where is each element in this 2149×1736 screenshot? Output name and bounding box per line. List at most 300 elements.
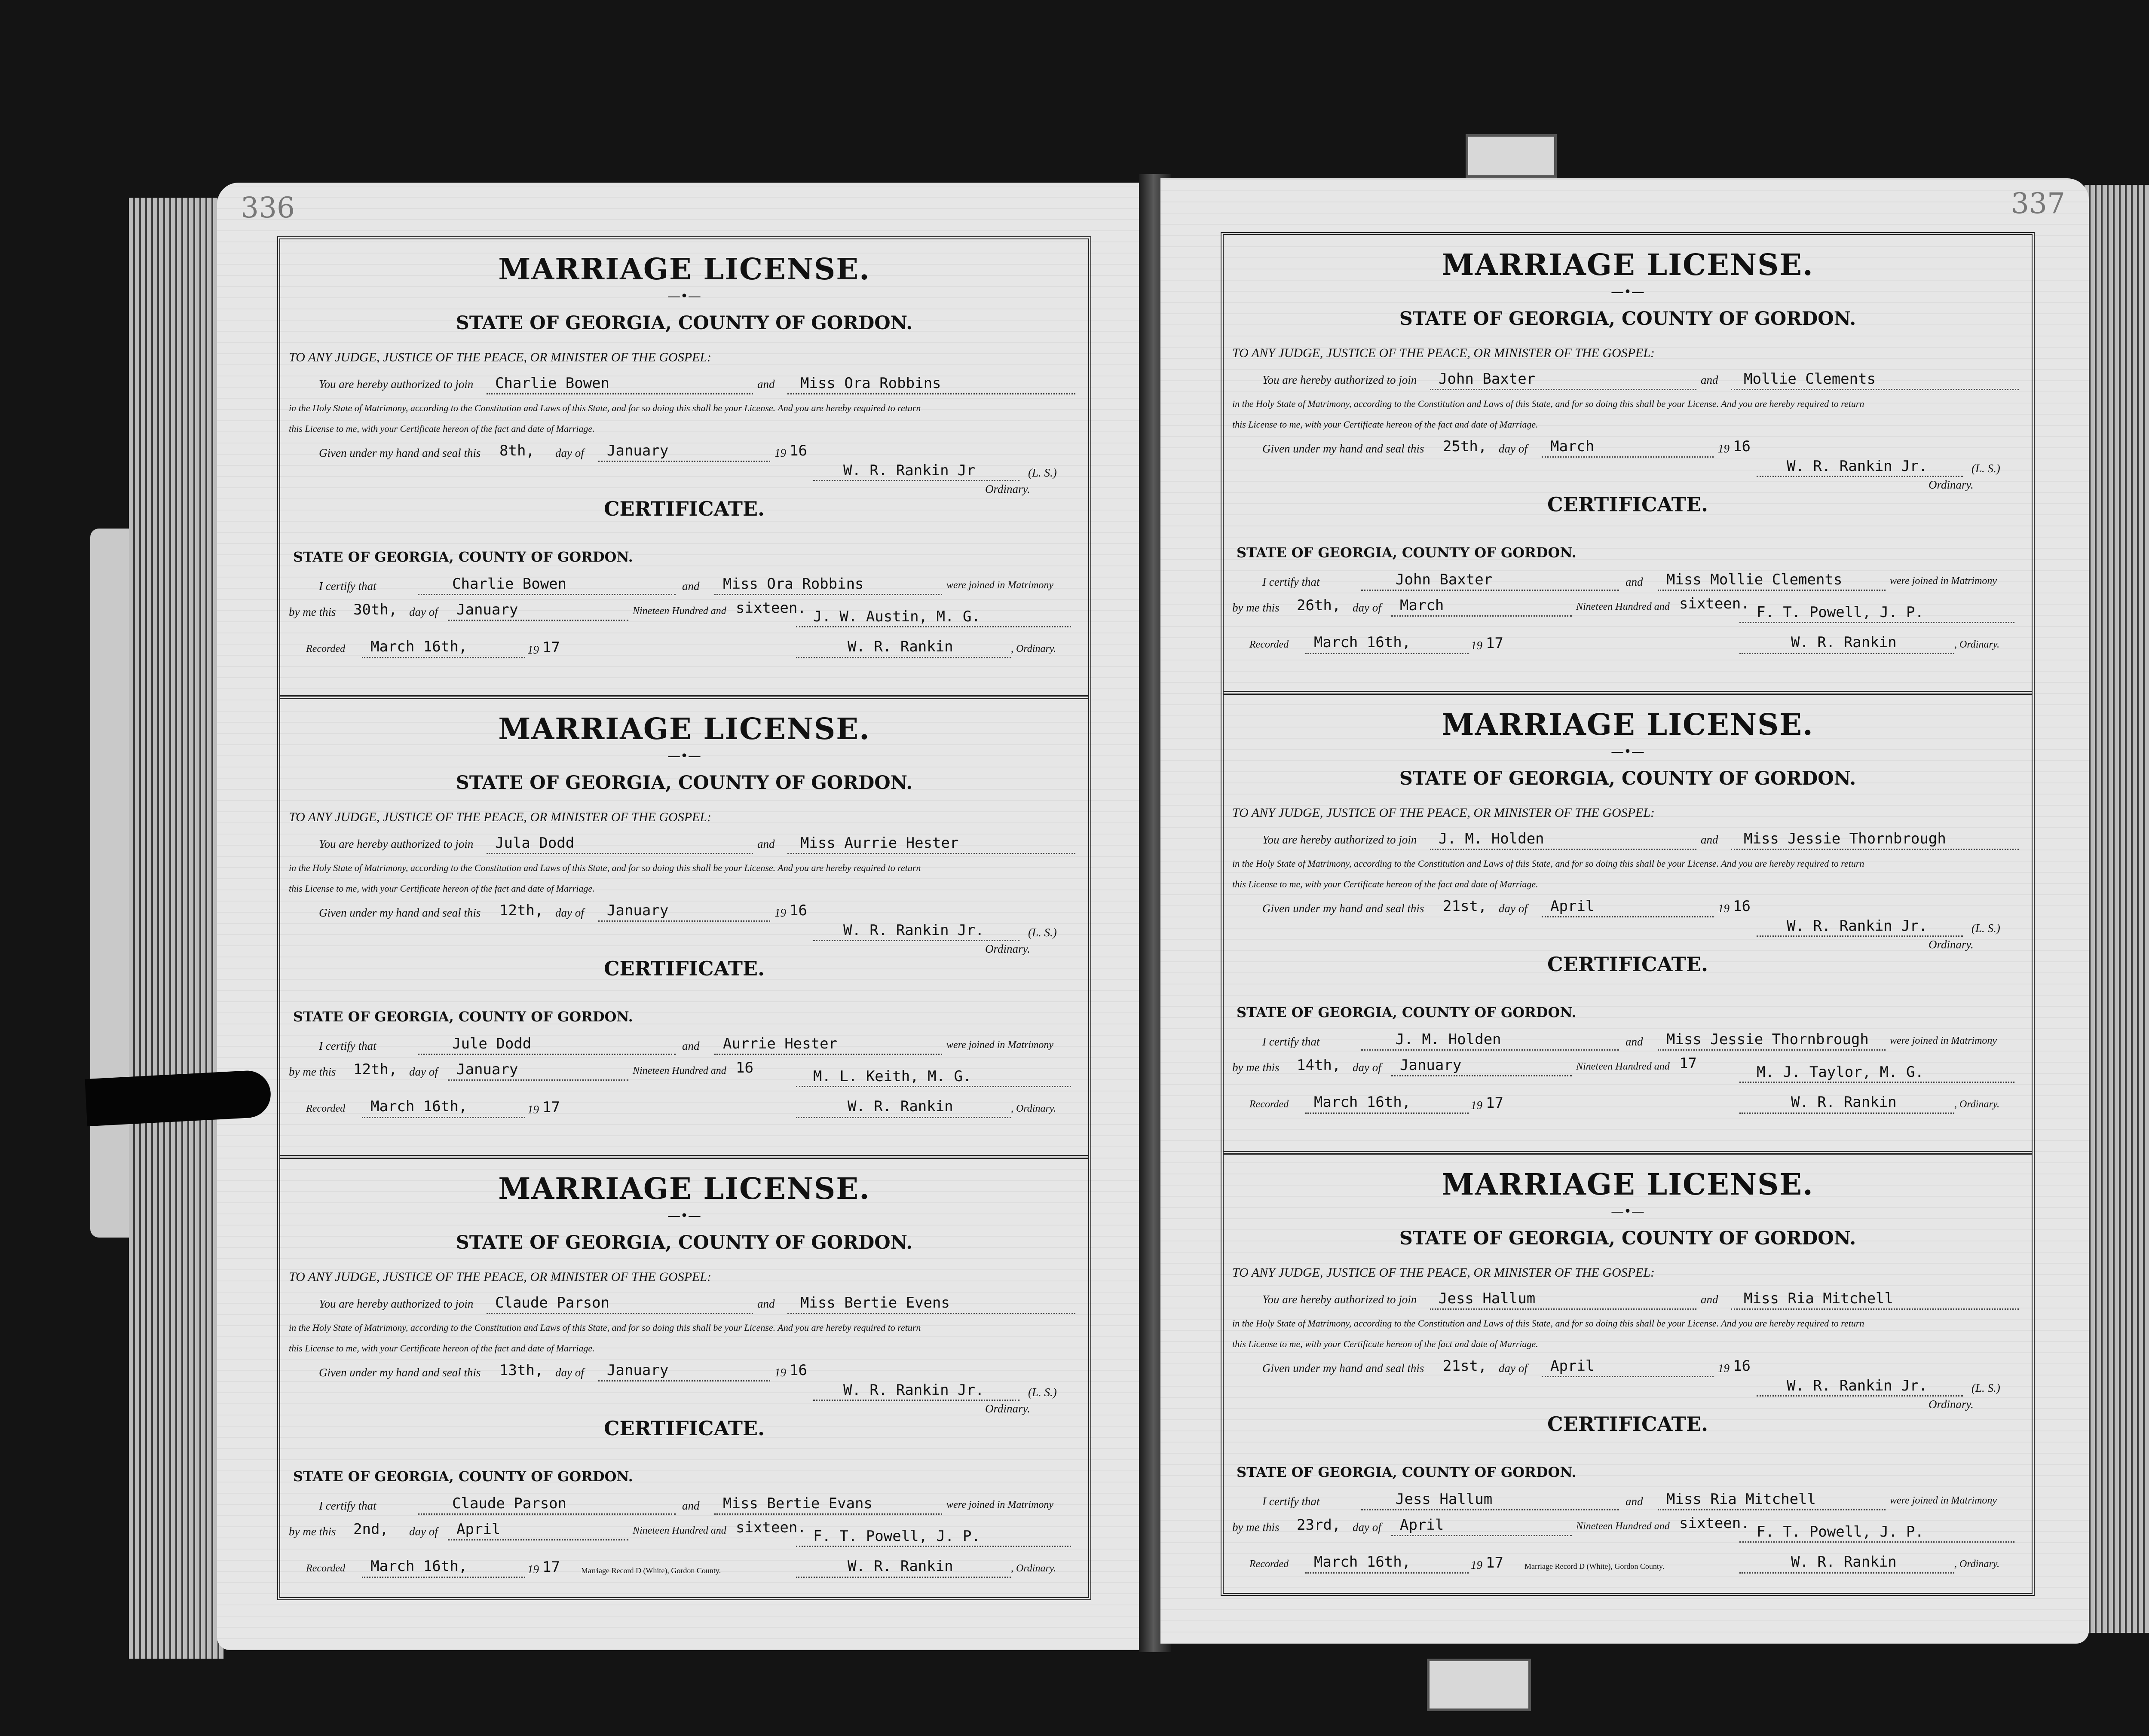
license-issuer: W. R. Rankin Jr. — [843, 1381, 984, 1399]
cert-and-label: and — [682, 580, 700, 593]
certificate-bride: Miss Jessie Thornbrough — [1666, 1031, 1869, 1048]
month-line — [1542, 456, 1714, 458]
license-title: MARRIAGE LICENSE. — [498, 712, 870, 746]
seal-label: (L. S.) — [1971, 922, 2000, 935]
day-of-label: day of — [555, 906, 584, 919]
body-text-2: this License to me, with your Certificate hereon of the fact and date of Marriage. — [289, 1343, 595, 1354]
joined-label: were joined in Matrimony — [1890, 1035, 1997, 1046]
body-text-1: in the Holy State of Matrimony, according to the Constitution and Laws of this State, and for so doing this shall be your License. And you are hereby required to return — [1232, 1318, 1864, 1329]
cert-month-line — [1391, 1075, 1572, 1076]
certificate-groom: J. M. Holden — [1396, 1031, 1501, 1048]
cert-day-of-label: day of — [409, 1525, 438, 1538]
certificate-title: CERTIFICATE. — [1547, 953, 1708, 976]
seal-label: (L. S.) — [1971, 1381, 2000, 1394]
cert-groom-line — [418, 1054, 676, 1055]
rec-year-prefix: 19 — [1471, 639, 1482, 652]
state-heading: STATE OF GEORGIA, COUNTY OF GORDON. — [456, 1232, 913, 1253]
license-title: MARRIAGE LICENSE. — [1442, 708, 1814, 742]
ornament-divider: —•— — [1611, 1204, 1644, 1219]
month-line — [1542, 916, 1714, 917]
joined-label: were joined in Matrimony — [946, 1039, 1054, 1051]
issuer-line — [813, 940, 1019, 941]
marriage-license-5 — [1224, 695, 2032, 1155]
certificate-state-heading: STATE OF GEORGIA, COUNTY OF GORDON. — [293, 1468, 633, 1485]
groom-line — [487, 393, 753, 394]
body-text-1: in the Holy State of Matrimony, according to the Constitution and Laws of this State, and for so doing this shall be your License. And you are hereby required to return — [289, 403, 921, 413]
recorder: W. R. Rankin — [1791, 634, 1897, 651]
certificate-title: CERTIFICATE. — [603, 497, 765, 520]
certificate-month: January — [456, 1061, 518, 1078]
certificate-month: January — [1400, 1057, 1462, 1074]
certify-label: I certify that — [1262, 575, 1320, 588]
ordinary-label: Ordinary. — [985, 942, 1030, 955]
certificate-title: CERTIFICATE. — [603, 1417, 765, 1440]
ornament-divider: —•— — [667, 289, 701, 304]
groom-name: J. M. Holden — [1439, 830, 1544, 847]
cert-day-of-label: day of — [1353, 601, 1381, 614]
body-text-1: in the Holy State of Matrimony, according to the Constitution and Laws of this State, and for so doing this shall be your License. And you are hereby required to return — [289, 1322, 921, 1333]
given-label: Given under my hand and seal this — [1262, 902, 1424, 915]
certify-label: I certify that — [1262, 1035, 1320, 1048]
license-month: April — [1550, 1357, 1595, 1375]
recorder: W. R. Rankin — [1791, 1094, 1897, 1111]
officiant: M. L. Keith, M. G. — [813, 1068, 972, 1085]
day-of-label: day of — [555, 1366, 584, 1379]
bride-name: Mollie Clements — [1744, 370, 1876, 388]
marriage-license-3 — [280, 1159, 1088, 1619]
nineteen-label: Nineteen Hundred and — [633, 1525, 726, 1536]
binder-clip-top — [1466, 134, 1557, 178]
license-issuer: W. R. Rankin Jr. — [1787, 1377, 1928, 1394]
marriage-license-1 — [280, 239, 1088, 699]
officiant: J. W. Austin, M. G. — [813, 608, 980, 625]
rec-year-prefix: 19 — [527, 643, 539, 656]
recorded-line — [1305, 653, 1469, 654]
page-number-right: 337 — [2011, 187, 2065, 220]
certificate-groom: Jess Hallum — [1396, 1491, 1493, 1508]
issuer-line — [813, 480, 1019, 481]
and-label: and — [1701, 833, 1718, 846]
bride-line — [787, 393, 1075, 394]
authorized-label: You are hereby authorized to join — [319, 378, 474, 391]
recorded-year: 17 — [1486, 635, 1503, 652]
recorded-date: March 16th, — [1314, 634, 1411, 651]
day-of-label: day of — [1499, 902, 1528, 915]
groom-name: Claude Parson — [495, 1294, 610, 1311]
bride-name: Miss Aurrie Hester — [800, 834, 959, 852]
license-issuer: W. R. Rankin Jr — [843, 462, 976, 479]
officiant-line — [796, 626, 1071, 627]
nineteen-label: Nineteen Hundred and — [1576, 1061, 1670, 1072]
recorded-label: Recorded — [1249, 639, 1289, 650]
certificate-title: CERTIFICATE. — [1547, 1412, 1708, 1436]
certificate-day: 26th, — [1297, 597, 1341, 614]
recorded-label: Recorded — [1249, 1559, 1289, 1570]
groom-name: Jess Hallum — [1439, 1290, 1536, 1307]
license-year: 16 — [790, 442, 807, 459]
page-number-left: 336 — [241, 191, 295, 224]
bride-line — [1731, 1308, 2019, 1310]
certificate-year: 16 — [736, 1059, 753, 1076]
by-me-label: by me this — [1232, 601, 1280, 614]
authorized-label: You are hereby authorized to join — [1262, 833, 1417, 846]
body-text-2: this License to me, with your Certificate hereon of the fact and date of Marriage. — [1232, 879, 1538, 889]
and-label: and — [1701, 1293, 1718, 1306]
address-line: TO ANY JUDGE, JUSTICE OF THE PEACE, OR MINISTER OF THE GOSPEL: — [1232, 806, 1655, 820]
recorder-ordinary-label: , Ordinary. — [1954, 1099, 2000, 1110]
certificate-groom: Jule Dodd — [452, 1035, 532, 1052]
cert-and-label: and — [682, 1499, 700, 1512]
recorded-date: March 16th, — [1314, 1094, 1411, 1111]
recorded-line — [362, 1117, 525, 1118]
record-footnote: Marriage Record D (White), Gordon County. — [1525, 1562, 1665, 1571]
ornament-divider: —•— — [667, 1208, 701, 1223]
certificate-year: sixteen. — [1679, 595, 1750, 612]
certificate-month: January — [456, 601, 518, 618]
certificate-year: 17 — [1679, 1055, 1697, 1072]
recorder-ordinary-label: , Ordinary. — [1011, 1103, 1056, 1114]
day-of-label: day of — [1499, 442, 1528, 455]
issuer-line — [1757, 476, 1963, 477]
license-day: 25th, — [1443, 438, 1487, 455]
rec-year-prefix: 19 — [1471, 1099, 1482, 1112]
officiant-line — [796, 1086, 1071, 1087]
rec-year-prefix: 19 — [1471, 1559, 1482, 1571]
certificate-groom: Claude Parson — [452, 1495, 567, 1512]
month-line — [1542, 1376, 1714, 1377]
cert-month-line — [1391, 615, 1572, 617]
recorder: W. R. Rankin — [848, 638, 953, 655]
cert-bride-line — [714, 1513, 942, 1515]
certificate-day: 12th, — [353, 1061, 398, 1078]
authorized-label: You are hereby authorized to join — [319, 1297, 474, 1310]
state-heading: STATE OF GEORGIA, COUNTY OF GORDON. — [1399, 768, 1856, 789]
officiant-line — [1739, 622, 2014, 623]
body-text-1: in the Holy State of Matrimony, according to the Constitution and Laws of this State, and for so doing this shall be your License. And you are hereby required to return — [1232, 858, 1864, 869]
address-line: TO ANY JUDGE, JUSTICE OF THE PEACE, OR MINISTER OF THE GOSPEL: — [289, 1270, 712, 1284]
recorded-line — [362, 657, 525, 658]
license-month: January — [607, 442, 669, 459]
left-page — [217, 183, 1150, 1650]
joined-label: were joined in Matrimony — [1890, 1495, 1997, 1506]
recorded-label: Recorded — [1249, 1099, 1289, 1110]
recorder-line — [796, 657, 1011, 658]
by-me-label: by me this — [289, 605, 336, 618]
recorded-date: March 16th, — [370, 1558, 468, 1575]
bride-line — [1731, 849, 2019, 850]
authorized-label: You are hereby authorized to join — [1262, 373, 1417, 386]
cert-groom-line — [418, 594, 676, 595]
recorder-line — [1739, 1572, 1954, 1574]
license-year: 16 — [1733, 1357, 1751, 1375]
officiant: F. T. Powell, J. P. — [1757, 604, 1924, 621]
groom-line — [1430, 849, 1696, 850]
given-label: Given under my hand and seal this — [319, 446, 481, 459]
by-me-label: by me this — [1232, 1521, 1280, 1534]
recorded-label: Recorded — [306, 1103, 346, 1114]
groom-line — [1430, 1308, 1696, 1310]
license-title: MARRIAGE LICENSE. — [498, 1172, 870, 1206]
officiant: F. T. Powell, J. P. — [1757, 1523, 1924, 1540]
license-issuer: W. R. Rankin Jr. — [843, 922, 984, 939]
authorized-label: You are hereby authorized to join — [319, 837, 474, 850]
cert-bride-line — [714, 594, 942, 595]
certificate-month: March — [1400, 597, 1444, 614]
recorder-ordinary-label: , Ordinary. — [1011, 1563, 1056, 1574]
cert-bride-line — [1658, 1509, 1886, 1510]
recorder: W. R. Rankin — [848, 1558, 953, 1575]
groom-name: Jula Dodd — [495, 834, 575, 852]
address-line: TO ANY JUDGE, JUSTICE OF THE PEACE, OR MINISTER OF THE GOSPEL: — [289, 350, 712, 364]
certificate-day: 30th, — [353, 601, 398, 618]
seal-label: (L. S.) — [1028, 1386, 1057, 1399]
nineteen-label: Nineteen Hundred and — [633, 1065, 726, 1076]
year-prefix: 19 — [1718, 442, 1730, 455]
officiant-line — [796, 1546, 1071, 1547]
given-label: Given under my hand and seal this — [1262, 1362, 1424, 1375]
ornament-divider: —•— — [667, 749, 701, 764]
certificate-bride: Miss Ria Mitchell — [1666, 1491, 1816, 1508]
state-heading: STATE OF GEORGIA, COUNTY OF GORDON. — [456, 772, 913, 794]
nineteen-label: Nineteen Hundred and — [1576, 601, 1670, 612]
license-day: 13th, — [499, 1362, 544, 1379]
body-text-2: this License to me, with your Certificate hereon of the fact and date of Marriage. — [289, 423, 595, 434]
cert-and-label: and — [1626, 1495, 1643, 1508]
by-me-label: by me this — [289, 1525, 336, 1538]
cert-month-line — [1391, 1535, 1572, 1536]
recorded-date: March 16th, — [370, 1098, 468, 1115]
certificate-state-heading: STATE OF GEORGIA, COUNTY OF GORDON. — [293, 1009, 633, 1025]
certificate-state-heading: STATE OF GEORGIA, COUNTY OF GORDON. — [1237, 1464, 1577, 1480]
body-text-2: this License to me, with your Certificate hereon of the fact and date of Marriage. — [1232, 419, 1538, 430]
certificate-day: 2nd, — [353, 1521, 389, 1538]
year-prefix: 19 — [774, 446, 786, 459]
marriage-license-6 — [1224, 1155, 2032, 1614]
by-me-label: by me this — [289, 1065, 336, 1078]
and-label: and — [1701, 373, 1718, 386]
certificate-year: sixteen. — [736, 599, 806, 617]
cert-bride-line — [1658, 590, 1886, 591]
ordinary-label: Ordinary. — [1929, 478, 1974, 491]
page-edges-right — [2085, 185, 2149, 1633]
body-text-1: in the Holy State of Matrimony, according to the Constitution and Laws of this State, and for so doing this shall be your License. And you are hereby required to return — [1232, 398, 1864, 409]
nineteen-label: Nineteen Hundred and — [633, 605, 726, 617]
license-frame-right — [1221, 232, 2035, 1596]
and-label: and — [757, 837, 775, 850]
seal-label: (L. S.) — [1028, 926, 1057, 939]
recorded-year: 17 — [542, 639, 560, 656]
certificate-title: CERTIFICATE. — [603, 957, 765, 980]
recorded-year: 17 — [1486, 1554, 1503, 1571]
recorder-line — [1739, 653, 1954, 654]
license-month: January — [607, 1362, 669, 1379]
recorder-ordinary-label: , Ordinary. — [1954, 639, 2000, 650]
license-frame-left — [277, 236, 1091, 1600]
cert-day-of-label: day of — [1353, 1521, 1381, 1534]
record-footnote: Marriage Record D (White), Gordon County. — [581, 1566, 721, 1575]
groom-name: John Baxter — [1439, 370, 1536, 388]
recorder-ordinary-label: , Ordinary. — [1954, 1559, 2000, 1570]
recorder-line — [796, 1577, 1011, 1578]
issuer-line — [1757, 1395, 1963, 1397]
cert-month-line — [448, 620, 628, 621]
certify-label: I certify that — [319, 1039, 377, 1052]
license-title: MARRIAGE LICENSE. — [1442, 1168, 1814, 1202]
cert-day-of-label: day of — [409, 1065, 438, 1078]
license-month: March — [1550, 438, 1595, 455]
rec-year-prefix: 19 — [527, 1103, 539, 1116]
bride-name: Miss Ria Mitchell — [1744, 1290, 1893, 1307]
license-title: MARRIAGE LICENSE. — [1442, 248, 1814, 282]
certificate-groom: Charlie Bowen — [452, 575, 567, 593]
and-label: and — [757, 1297, 775, 1310]
certify-label: I certify that — [319, 580, 377, 593]
issuer-line — [813, 1400, 1019, 1401]
certificate-month: April — [1400, 1516, 1444, 1534]
officiant: F. T. Powell, J. P. — [813, 1528, 980, 1545]
certificate-groom: John Baxter — [1396, 571, 1493, 588]
body-text-2: this License to me, with your Certificate hereon of the fact and date of Marriage. — [289, 883, 595, 894]
issuer-line — [1757, 935, 1963, 937]
month-line — [598, 1380, 770, 1381]
recorded-label: Recorded — [306, 1563, 346, 1574]
recorder-line — [796, 1117, 1011, 1118]
groom-name: Charlie Bowen — [495, 375, 610, 392]
joined-label: were joined in Matrimony — [946, 1499, 1054, 1510]
license-day: 21st, — [1443, 1357, 1487, 1375]
cert-bride-line — [1658, 1049, 1886, 1051]
officiant-line — [1739, 1541, 2014, 1543]
bride-name: Miss Ora Robbins — [800, 375, 941, 392]
by-me-label: by me this — [1232, 1061, 1280, 1074]
bride-line — [787, 853, 1075, 854]
recorded-label: Recorded — [306, 643, 346, 654]
license-issuer: W. R. Rankin Jr. — [1787, 458, 1928, 475]
cert-bride-line — [714, 1054, 942, 1055]
day-of-label: day of — [555, 446, 584, 459]
bride-line — [787, 1313, 1075, 1314]
ordinary-label: Ordinary. — [985, 483, 1030, 495]
license-title: MARRIAGE LICENSE. — [498, 252, 870, 287]
rec-year-prefix: 19 — [527, 1563, 539, 1576]
certificate-state-heading: STATE OF GEORGIA, COUNTY OF GORDON. — [1237, 544, 1577, 561]
cert-month-line — [448, 1539, 628, 1540]
recorder: W. R. Rankin — [848, 1098, 953, 1115]
recorded-date: March 16th, — [370, 638, 468, 655]
officiant-line — [1739, 1082, 2014, 1083]
groom-line — [487, 1313, 753, 1314]
year-prefix: 19 — [1718, 902, 1730, 915]
address-line: TO ANY JUDGE, JUSTICE OF THE PEACE, OR MINISTER OF THE GOSPEL: — [1232, 1265, 1655, 1280]
nineteen-label: Nineteen Hundred and — [1576, 1521, 1670, 1532]
officiant: M. J. Taylor, M. G. — [1757, 1064, 1924, 1081]
groom-line — [1430, 389, 1696, 390]
certificate-month: April — [456, 1521, 501, 1538]
recorded-line — [362, 1577, 525, 1578]
license-day: 12th, — [499, 902, 544, 919]
month-line — [598, 920, 770, 922]
certificate-bride: Miss Mollie Clements — [1666, 571, 1843, 588]
recorded-year: 17 — [1486, 1094, 1503, 1112]
year-prefix: 19 — [774, 1366, 786, 1379]
body-text-2: this License to me, with your Certificate hereon of the fact and date of Marriage. — [1232, 1339, 1538, 1349]
recorder-ordinary-label: , Ordinary. — [1011, 643, 1056, 654]
recorded-year: 17 — [542, 1559, 560, 1576]
month-line — [598, 461, 770, 462]
address-line: TO ANY JUDGE, JUSTICE OF THE PEACE, OR MINISTER OF THE GOSPEL: — [289, 810, 712, 824]
certificate-year: sixteen. — [736, 1519, 806, 1536]
certify-label: I certify that — [319, 1499, 377, 1512]
joined-label: were joined in Matrimony — [946, 580, 1054, 591]
year-prefix: 19 — [1718, 1362, 1730, 1375]
license-month: April — [1550, 898, 1595, 915]
authorized-label: You are hereby authorized to join — [1262, 1293, 1417, 1306]
recorded-line — [1305, 1572, 1469, 1574]
license-year: 16 — [1733, 438, 1751, 455]
license-year: 16 — [790, 902, 807, 919]
ordinary-label: Ordinary. — [985, 1402, 1030, 1415]
cert-groom-line — [1361, 590, 1619, 591]
certificate-bride: Miss Ora Robbins — [723, 575, 864, 593]
marriage-license-2 — [280, 699, 1088, 1159]
bride-name: Miss Bertie Evens — [800, 1294, 950, 1311]
given-label: Given under my hand and seal this — [319, 906, 481, 919]
seal-label: (L. S.) — [1971, 462, 2000, 475]
and-label: and — [757, 378, 775, 391]
joined-label: were joined in Matrimony — [1890, 575, 1997, 587]
page-edges-left — [129, 198, 223, 1659]
cert-month-line — [448, 1079, 628, 1081]
cert-and-label: and — [682, 1039, 700, 1052]
cert-and-label: and — [1626, 1035, 1643, 1048]
year-prefix: 19 — [774, 906, 786, 919]
license-day: 8th, — [499, 442, 535, 459]
given-label: Given under my hand and seal this — [1262, 442, 1424, 455]
certificate-day: 23rd, — [1297, 1516, 1341, 1534]
ornament-divider: —•— — [1611, 744, 1644, 759]
day-of-label: day of — [1499, 1362, 1528, 1375]
ornament-divider: —•— — [1611, 284, 1644, 300]
license-year: 16 — [790, 1362, 807, 1379]
recorded-year: 17 — [542, 1099, 560, 1116]
ordinary-label: Ordinary. — [1929, 1398, 1974, 1411]
certificate-day: 14th, — [1297, 1057, 1341, 1074]
address-line: TO ANY JUDGE, JUSTICE OF THE PEACE, OR MINISTER OF THE GOSPEL: — [1232, 346, 1655, 360]
state-heading: STATE OF GEORGIA, COUNTY OF GORDON. — [456, 312, 913, 334]
license-day: 21st, — [1443, 898, 1487, 915]
recorder: W. R. Rankin — [1791, 1553, 1897, 1571]
certificate-state-heading: STATE OF GEORGIA, COUNTY OF GORDON. — [293, 549, 633, 565]
certificate-bride: Miss Bertie Evans — [723, 1495, 872, 1512]
certificate-title: CERTIFICATE. — [1547, 493, 1708, 516]
certificate-state-heading: STATE OF GEORGIA, COUNTY OF GORDON. — [1237, 1004, 1577, 1021]
groom-line — [487, 853, 753, 854]
marriage-license-4 — [1224, 235, 2032, 695]
cert-groom-line — [418, 1513, 676, 1515]
recorded-line — [1305, 1113, 1469, 1114]
body-text-1: in the Holy State of Matrimony, according to the Constitution and Laws of this State, and for so doing this shall be your License. And you are hereby required to return — [289, 862, 921, 873]
cert-day-of-label: day of — [409, 605, 438, 618]
pencil — [85, 1070, 272, 1126]
certificate-bride: Aurrie Hester — [723, 1035, 838, 1052]
license-issuer: W. R. Rankin Jr. — [1787, 917, 1928, 935]
state-heading: STATE OF GEORGIA, COUNTY OF GORDON. — [1399, 308, 1856, 330]
cert-groom-line — [1361, 1049, 1619, 1051]
certify-label: I certify that — [1262, 1495, 1320, 1508]
state-heading: STATE OF GEORGIA, COUNTY OF GORDON. — [1399, 1228, 1856, 1249]
cert-day-of-label: day of — [1353, 1061, 1381, 1074]
binder-clip-bottom — [1427, 1659, 1531, 1711]
